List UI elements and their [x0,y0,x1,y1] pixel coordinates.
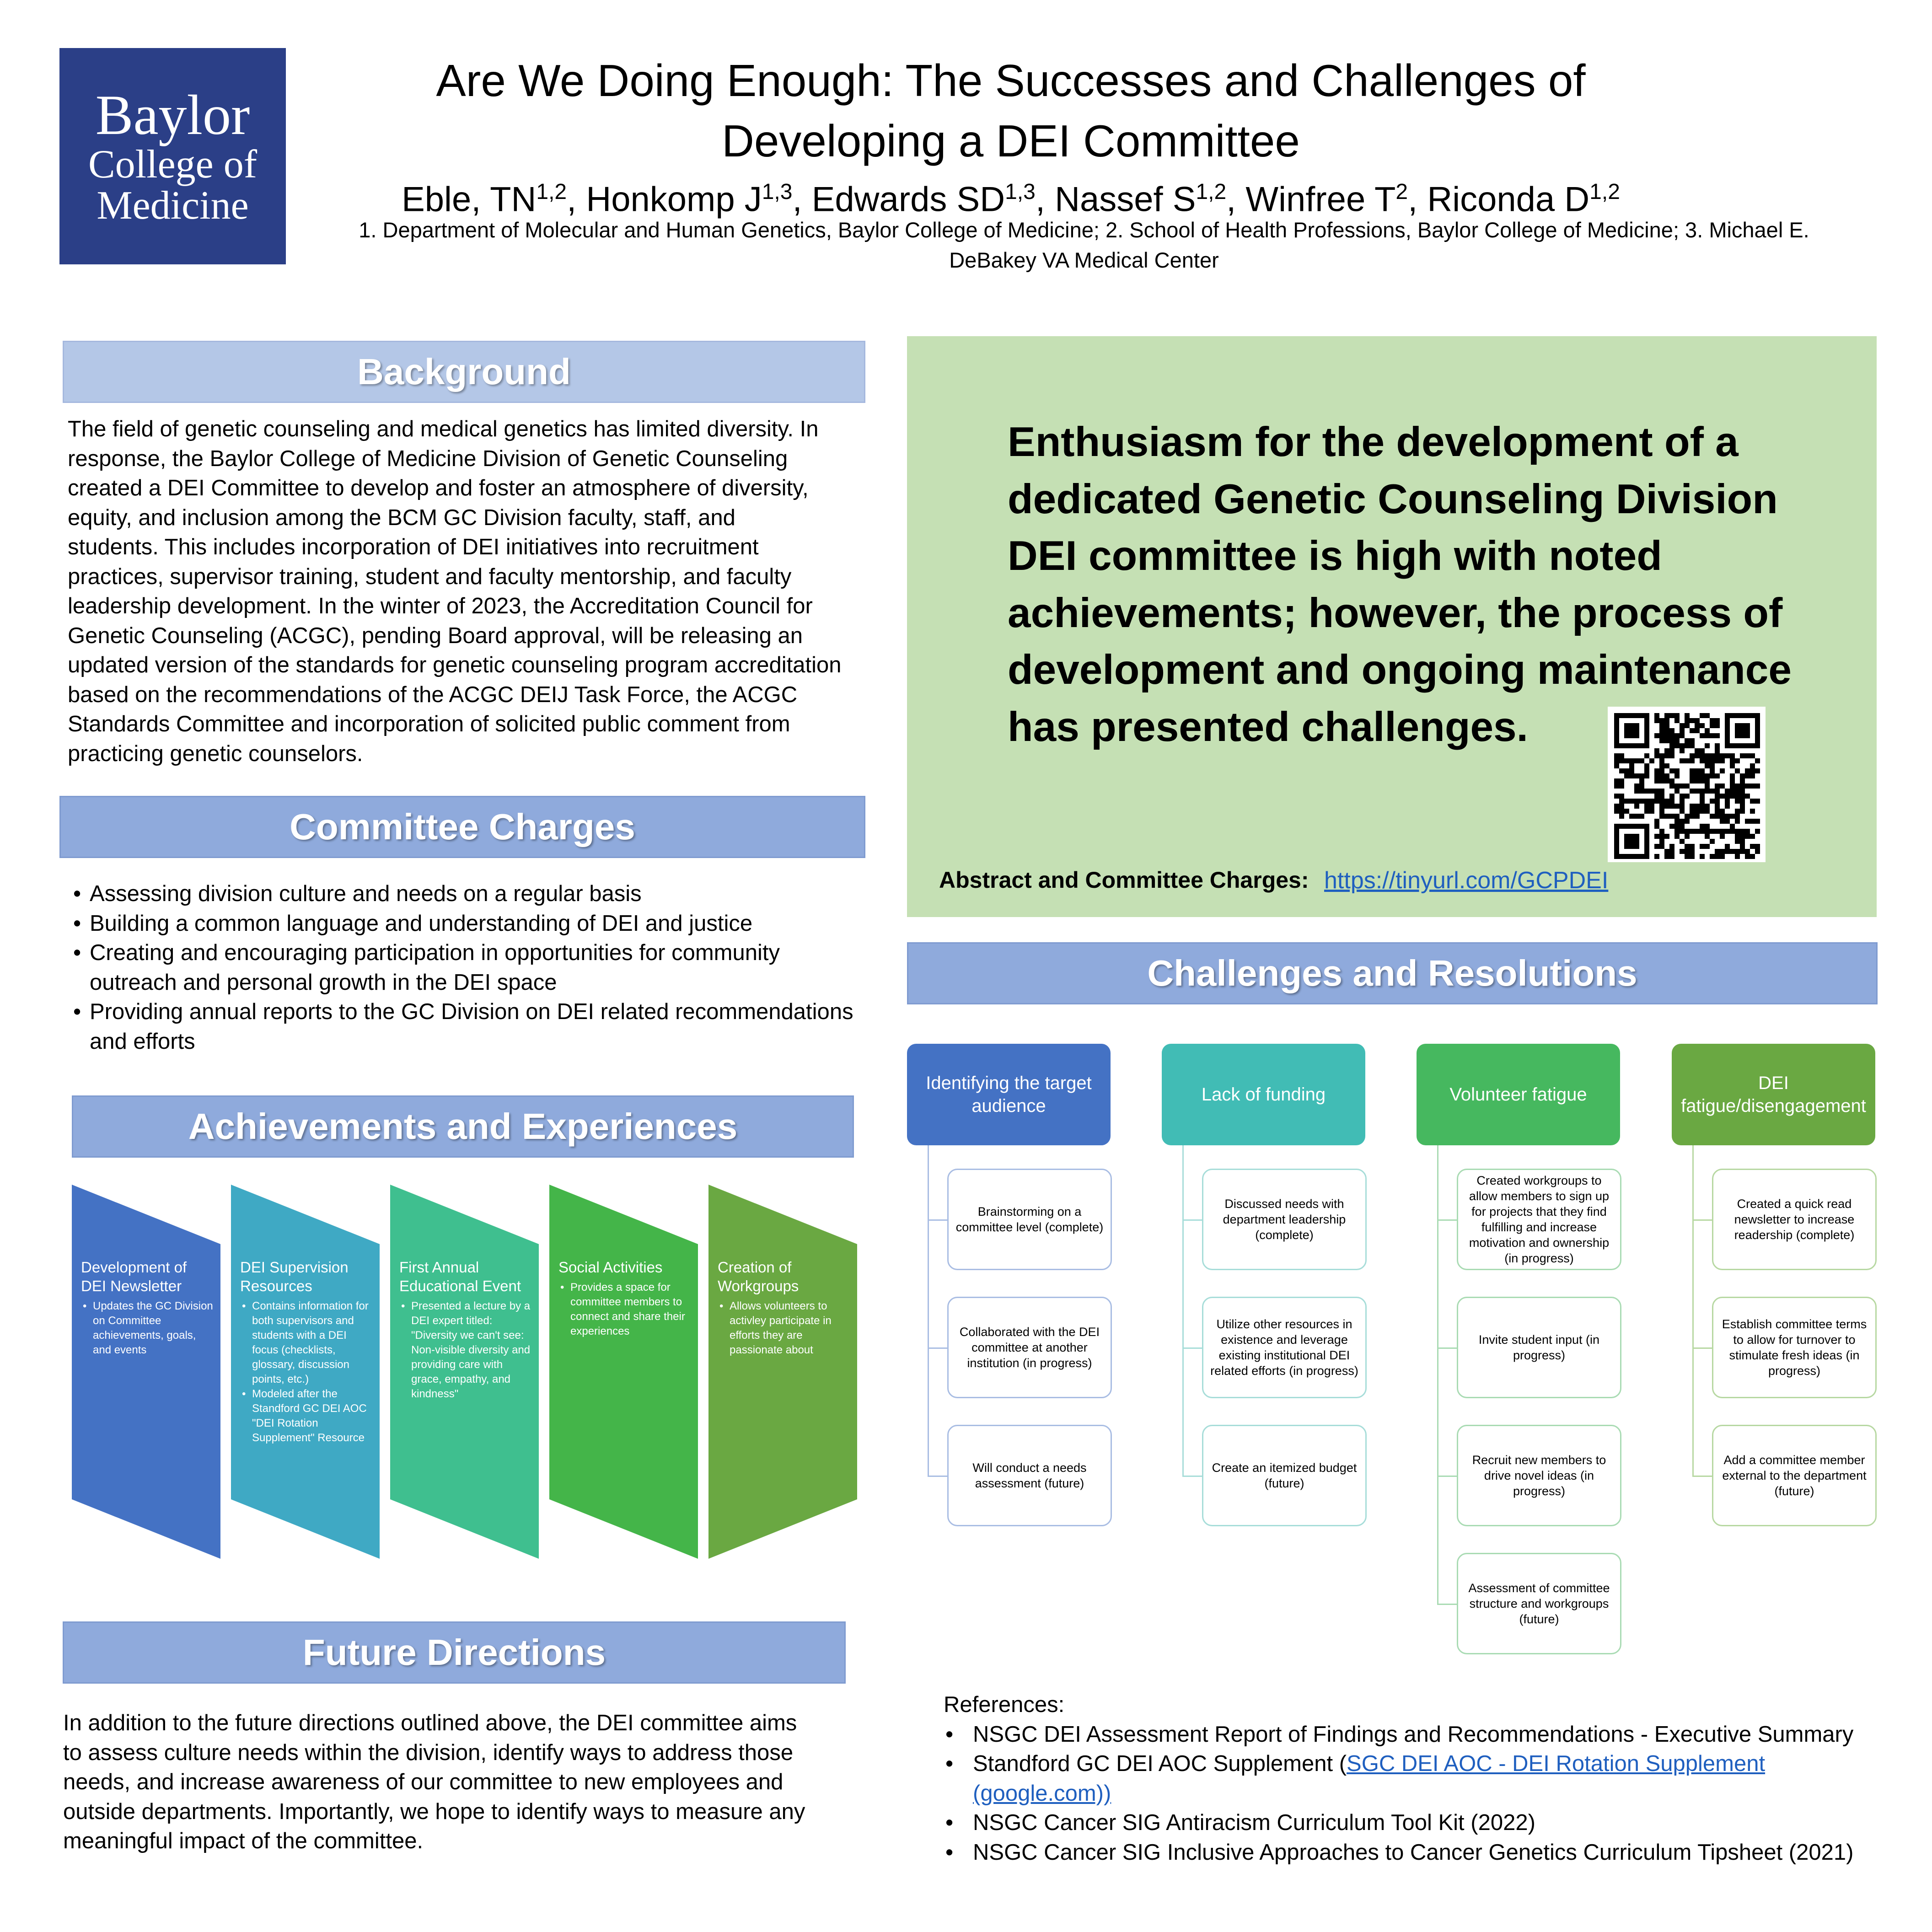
resolution-box: Discussed needs with department leadership (complete) [1202,1169,1367,1270]
connector-line [1437,1347,1457,1349]
future-line: to assess culture needs within the division, identify ways to address those [63,1740,794,1765]
resolution-box: Brainstorming on a committee level (complete) [947,1169,1112,1270]
affiliation-line: DeBakey VA Medical Center [949,248,1219,272]
chevron-fill [72,1185,220,1559]
connector-line [928,1347,947,1349]
background-line: leadership development. In the winter of 2023, the Accreditation Council for [68,594,813,618]
achievement-bullet: • Allows volunteers to activley participate in efforts they are passionate about [718,1299,850,1358]
key-message-line: dedicated Genetic Counseling Division [1008,476,1778,522]
chevron-shape [72,1185,220,1559]
background-line: The field of genetic counseling and medical genetics has limited diversity. In [68,417,819,441]
achievement-content [81,1258,214,1358]
background-line: Genetic Counseling (ACGC), pending Board approval, will be releasing an [68,623,803,648]
achievement-bullet: • Provides a space for committee members to connect and share their experiences [558,1280,691,1339]
achievement-title: Development of DEI Newsletter [81,1259,187,1294]
key-message [1008,414,1845,756]
background-line: Standards Committee and incorporation of solicited public comment from [68,712,790,736]
baylor-logo [59,48,286,264]
future-line: outside departments. Importantly, we hope to identify ways to measure any [63,1799,805,1824]
connector-line [1692,1347,1712,1349]
achievement-content [718,1258,850,1358]
affiliations [329,215,1839,275]
connector-line [1437,1476,1457,1477]
future-line: In addition to the future directions outlined above, the DEI committee aims [63,1711,797,1735]
achievement-bullets [558,1280,691,1339]
resolution-box: Will conduct a needs assessment (future) [947,1425,1112,1526]
background-line: created a DEI Committee to develop and foster an atmosphere of diversity, [68,476,809,500]
references-heading: References: [944,1692,1065,1717]
background-heading: Background [63,341,865,403]
connector-line [1692,1219,1712,1221]
challenges-heading: Challenges and Resolutions [907,942,1878,1004]
connector-line [1182,1347,1202,1349]
author-list [348,169,1674,222]
charge-line: outreach and personal growth in the DEI space [90,970,557,995]
charge-line: • Creating and encouraging participation in opportunities for community [90,940,780,965]
background-text [68,414,891,768]
achievement-content [558,1258,691,1339]
connector-line [928,1219,947,1221]
chevron-fill [708,1185,857,1559]
resolution-box: Created workgroups to allow members to sign up for projects that they find fulfilling and increase motivation and ownership (in progress) [1457,1169,1621,1270]
chevron-shape [549,1185,698,1559]
achievement-chevron [231,1185,380,1559]
background-line: based on the recommendations of the ACGC DEIJ Task Force, the ACGC [68,682,798,707]
achievement-bullets [718,1299,850,1358]
charge-line: • Building a common language and understanding of DEI and justice [90,911,753,936]
author-separator: , [792,180,812,219]
references [944,1690,1904,1867]
achievement-title: Creation of Workgroups [718,1259,799,1294]
charge-item [70,909,893,939]
future-directions-text [63,1708,886,1856]
author: Edwards SD [811,180,1005,219]
key-message-line: Enthusiasm for the development of a [1008,419,1739,465]
achievement-bullet: • Presented a lecture by a DEI expert titled: "Diversity we can't see: Non-visible diversity and providing care with grace, empathy, and kindness" [399,1299,532,1401]
achievement-bullet: • Updates the GC Division on Committee achievements, goals, and events [81,1299,214,1358]
background-line: response, the Baylor College of Medicine Division of Genetic Counseling [68,446,788,471]
connector-line [1437,1604,1457,1605]
resolution-box: Utilize other resources in existence and leverage existing institutional DEI related efforts (in progress) [1202,1297,1367,1398]
background-line: updated version of the standards for genetic counseling program accreditation [68,653,842,677]
chevron-shape [708,1185,857,1559]
abstract-link[interactable]: https://tinyurl.com/GCPDEI [1324,867,1609,894]
challenge-header: Lack of funding [1162,1044,1365,1145]
key-message-line: development and ongoing maintenance [1008,647,1792,693]
poster-title [348,50,1674,171]
reference-item [944,1749,1904,1808]
qr-code-icon[interactable] [1608,707,1766,862]
connector-line [1182,1476,1202,1477]
author-affiliation-number: 1,3 [762,180,793,204]
resolution-box: Assessment of committee structure and workgroups (future) [1457,1553,1621,1654]
title-line: Are We Doing Enough: The Successes and Challenges of [436,55,1586,106]
challenge-header: Identifying the target audience [907,1044,1111,1145]
resolution-box: Created a quick read newsletter to increase readership (complete) [1712,1169,1877,1270]
abstract-label: Abstract and Committee Charges: [939,867,1309,893]
challenge-header: Volunteer fatigue [1417,1044,1620,1145]
author-affiliation-number: 1,2 [1196,180,1227,204]
future-line: needs, and increase awareness of our committee to new employees and [63,1770,784,1794]
author-affiliation-number: 1,2 [536,180,567,204]
charge-item [70,879,893,909]
charge-item [70,997,893,1056]
title-line: Developing a DEI Committee [722,116,1300,166]
achievement-chevron [390,1185,539,1559]
key-message-line: has presented challenges. [1008,703,1528,750]
author-affiliation-number: 2 [1395,180,1408,204]
background-line: students. This includes incorporation of DEI initiatives into recruitment [68,535,759,559]
achievement-chevron [708,1185,857,1559]
connector-line [1182,1145,1184,1476]
achievement-bullets [399,1299,532,1401]
future-directions-heading: Future Directions [63,1621,846,1684]
logo-line: Baylor [95,83,250,146]
connector-line [928,1476,947,1477]
background-line: equity, and inclusion among the BCM GC Division faculty, staff, and [68,505,735,530]
committee-charges-list [70,879,893,1056]
author: Winfree T [1245,180,1396,219]
achievement-bullets [81,1299,214,1358]
achievement-content [399,1258,532,1401]
resolution-box: Add a committee member external to the department (future) [1712,1425,1877,1526]
achievement-title: Social Activities [558,1259,663,1276]
charge-line: • Providing annual reports to the GC Division on DEI related recommendations [90,999,853,1024]
reference-item: • NSGC Cancer SIG Inclusive Approaches to Cancer Genetics Curriculum Tipsheet (2021) [944,1838,1904,1868]
connector-line [1692,1476,1712,1477]
challenge-header: DEI fatigue/disengagement [1672,1044,1875,1145]
author: Nassef S [1055,180,1196,219]
key-message-line: DEI committee is high with noted [1008,533,1662,579]
achievement-title: DEI Supervision Resources [240,1259,349,1294]
background-line: practices, supervisor training, student and faculty mentorship, and faculty [68,564,792,589]
chevron-fill [549,1185,698,1559]
author: Eble, TN [402,180,537,219]
achievement-bullet: • Modeled after the Standford GC DEI AOC "DEI Rotation Supplement" Resource [240,1387,373,1445]
reference-link[interactable]: SGC DEI AOC - DEI Rotation Supplement (google.com)) [973,1751,1766,1806]
achievement-content [240,1258,373,1445]
achievement-bullets [240,1299,373,1445]
achievement-chevron [549,1185,698,1559]
achievement-chevron [72,1185,220,1559]
author-separator: , [1035,180,1055,219]
charge-line: and efforts [90,1029,195,1054]
committee-charges-heading: Committee Charges [59,796,865,858]
affiliation-line: 1. Department of Molecular and Human Genetics, Baylor College of Medicine; 2. School of Health Professions, Baylor College of Medicine; 3. Michael E. [359,218,1809,242]
author: Honkomp J [586,180,762,219]
resolution-box: Create an itemized budget (future) [1202,1425,1367,1526]
reference-text: Standford GC DEI AOC Supplement ( [973,1751,1347,1776]
author-separator: , [567,180,586,219]
connector-line [1437,1219,1457,1221]
author-affiliation-number: 1,3 [1005,180,1036,204]
connector-line [928,1145,929,1476]
logo-line: Medicine [97,183,249,228]
background-line: practicing genetic counselors. [68,741,363,766]
reference-item: • NSGC Cancer SIG Antiracism Curriculum Tool Kit (2022) [944,1808,1904,1838]
connector-line [1182,1219,1202,1221]
author-separator: , [1408,180,1428,219]
logo-line: College of [88,142,257,187]
key-message-line: achievements; however, the process of [1008,590,1783,636]
charge-line: • Assessing division culture and needs on a regular basis [90,881,642,906]
resolution-box: Invite student input (in progress) [1457,1297,1621,1398]
resolution-box: Collaborated with the DEI committee at another institution (in progress) [947,1297,1112,1398]
connector-line [1437,1145,1438,1604]
reference-item: • NSGC DEI Assessment Report of Findings and Recommendations - Executive Summary [944,1720,1904,1750]
author: Riconda D [1427,180,1590,219]
achievement-bullet: • Contains information for both supervisors and students with a DEI focus (checklists, glossary, discussion points, etc.) [240,1299,373,1387]
connector-line [1692,1145,1694,1476]
author-separator: , [1226,180,1246,219]
charge-item [70,938,893,997]
future-line: meaningful impact of the committee. [63,1829,424,1853]
achievements-heading: Achievements and Experiences [72,1095,854,1158]
resolution-box: Establish committee terms to allow for turnover to stimulate fresh ideas (in progress) [1712,1297,1877,1398]
achievement-title: First Annual Educational Event [399,1259,521,1294]
resolution-box: Recruit new members to drive novel ideas (in progress) [1457,1425,1621,1526]
author-affiliation-number: 1,2 [1589,180,1620,204]
